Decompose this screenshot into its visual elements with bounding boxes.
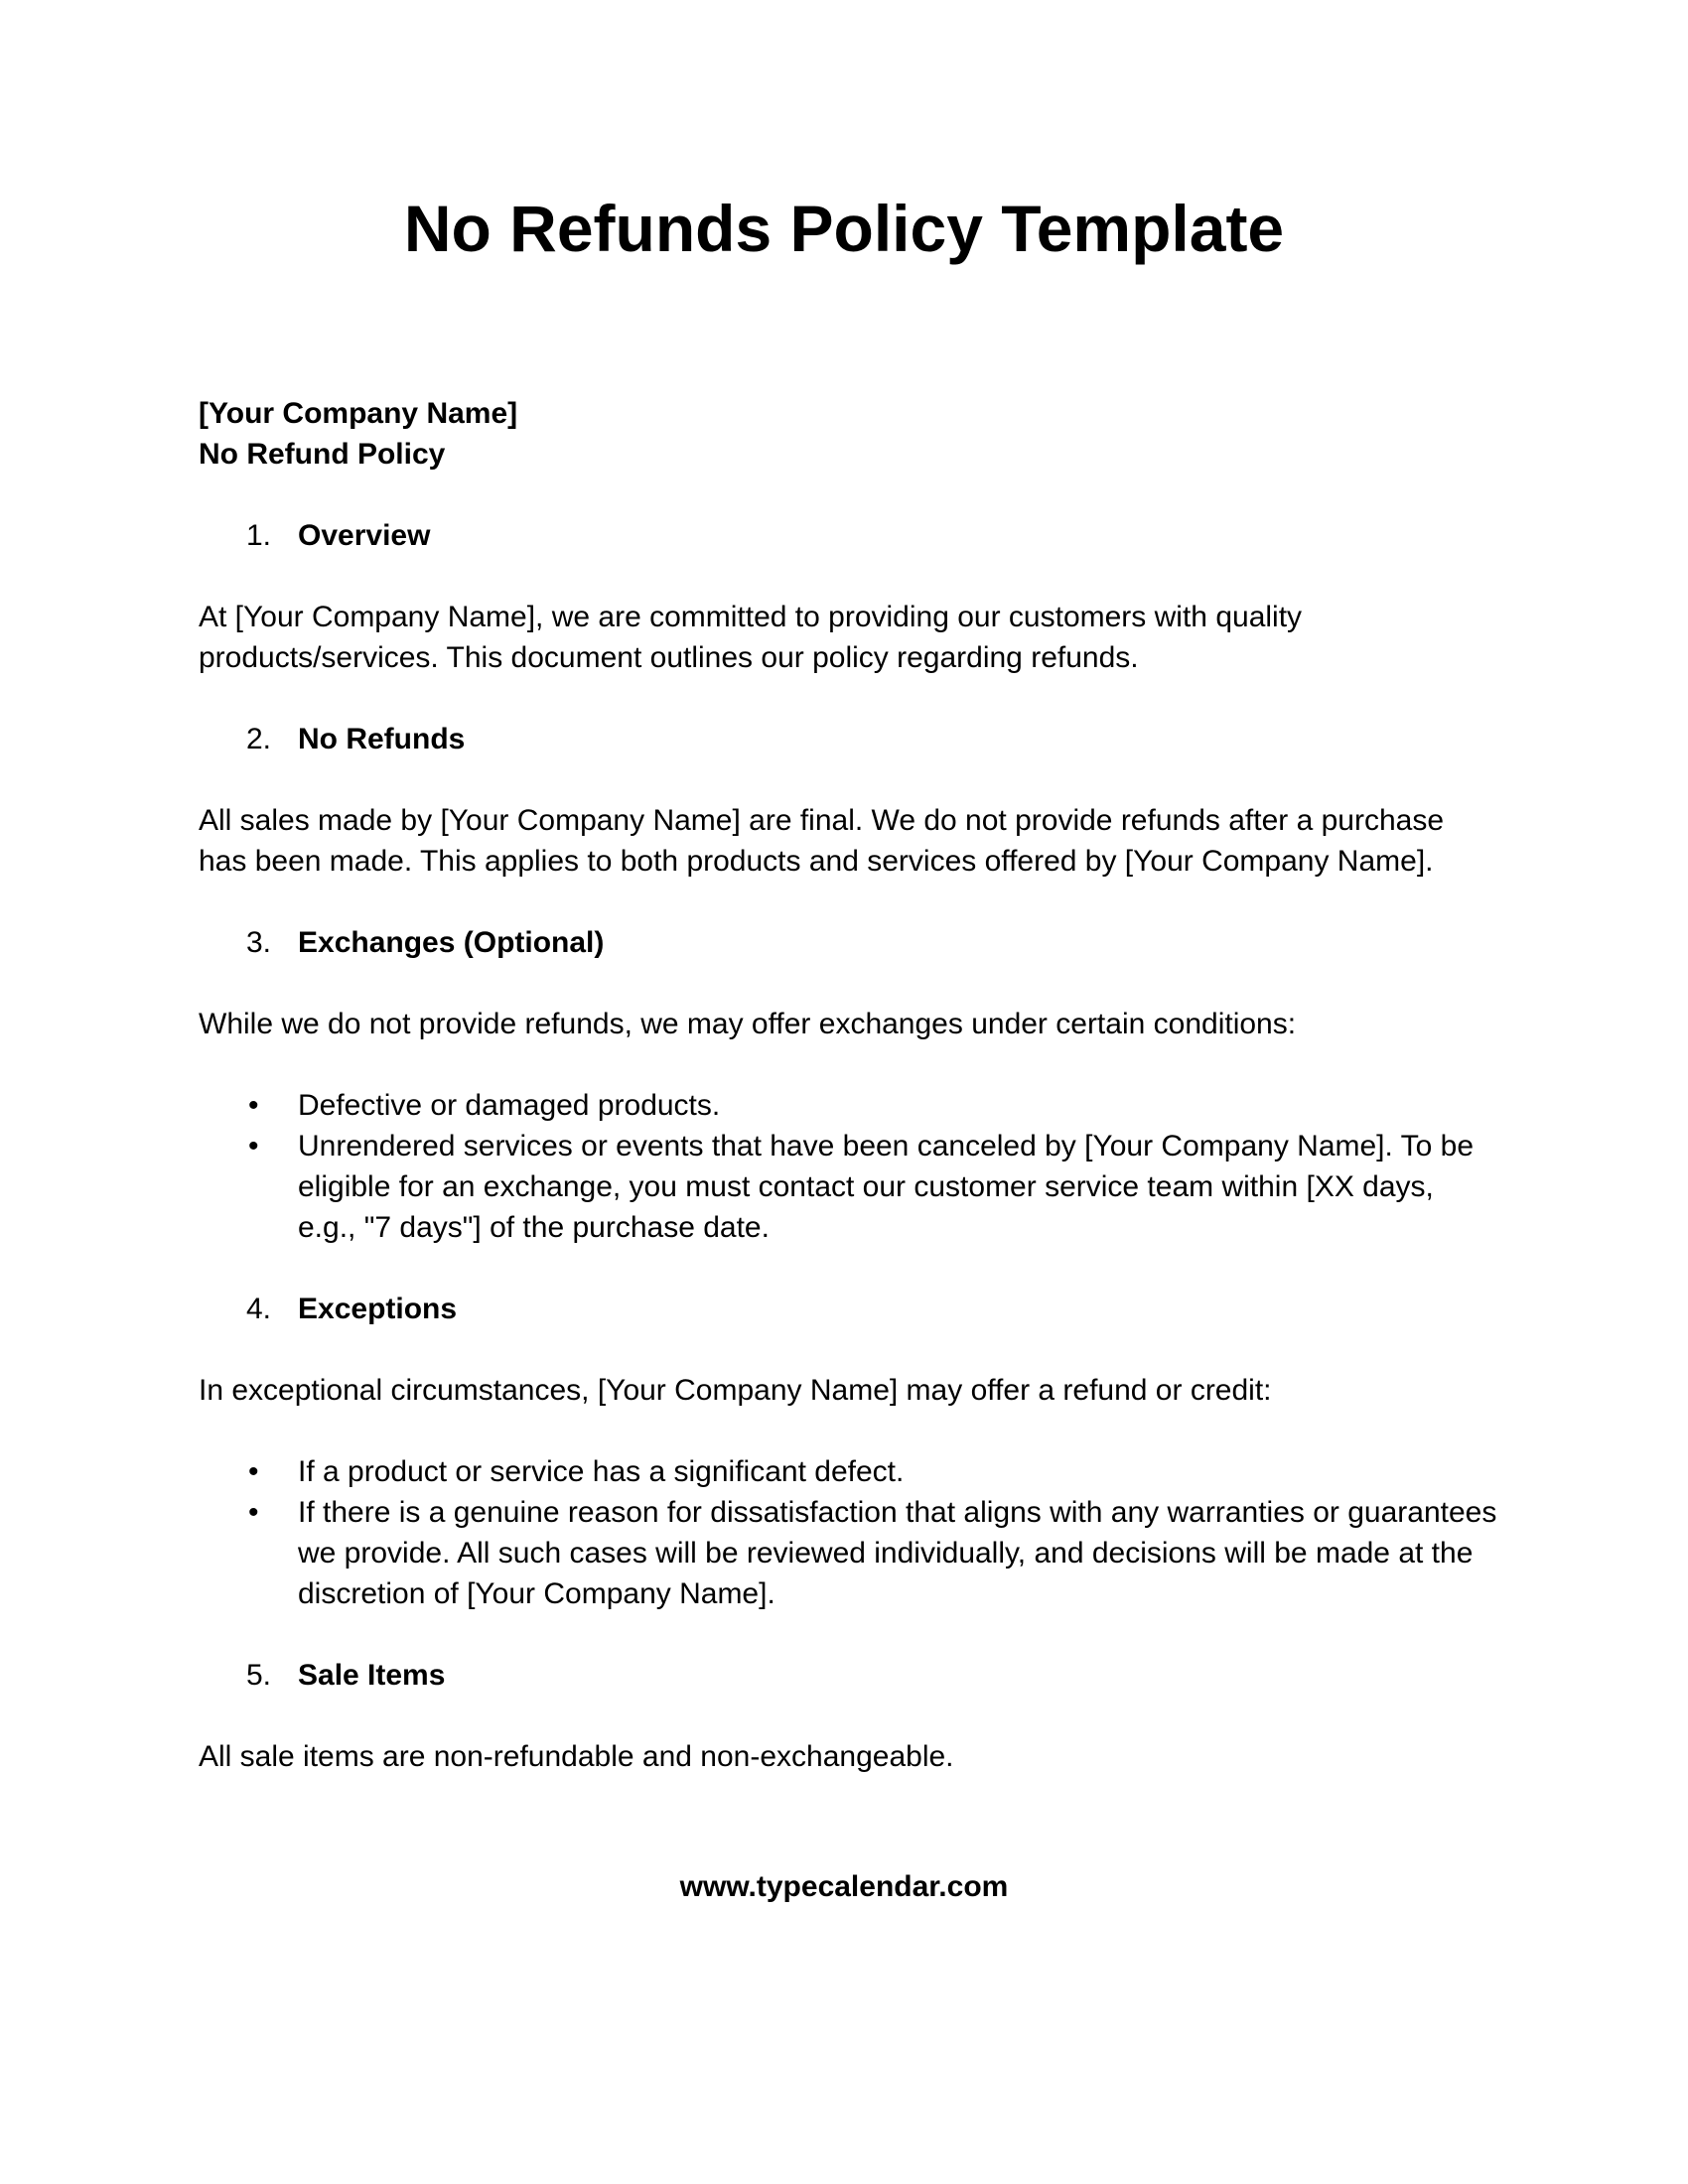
section-paragraph: All sales made by [Your Company Name] are final. We do not provide refunds after a purchase has been made. This applies to both products and services offered by [Your Company Name].: [199, 804, 1445, 878]
section-heading-exceptions: [199, 1289, 1499, 1329]
section-heading-exchanges: [199, 922, 1499, 963]
section-number: 5.: [246, 1659, 272, 1692]
bullet-icon: •: [248, 1496, 259, 1529]
section-title: Overview: [298, 519, 431, 552]
section-number: 1.: [246, 519, 272, 552]
section-paragraph: While we do not provide refunds, we may offer exchanges under certain conditions:: [199, 1008, 1297, 1040]
footer-website: www.typecalendar.com: [679, 1870, 1009, 1903]
section-heading-sale-items: [199, 1655, 1499, 1696]
document-body: [199, 393, 1499, 1777]
section-heading-no-refunds: [199, 719, 1499, 759]
list-item-text: If a product or service has a significant defect.: [298, 1455, 905, 1488]
bullet-icon: •: [248, 1130, 259, 1162]
list-item: [199, 1492, 1499, 1614]
policy-name: No Refund Policy: [199, 438, 446, 471]
section-title: Exchanges (Optional): [298, 926, 605, 959]
list-item: [199, 1451, 1499, 1492]
section-paragraph: In exceptional circumstances, [Your Company Name] may offer a refund or credit:: [199, 1374, 1272, 1407]
section-title: No Refunds: [298, 723, 466, 755]
bullet-list: [199, 1085, 1499, 1248]
document-title: No Refunds Policy Template: [403, 192, 1285, 265]
list-item-text: If there is a genuine reason for dissatisfaction that aligns with any warranties or guarantees we provide. All such cases will be reviewed individually, and decisions will be made at the discretion of [Your Company Name].: [298, 1496, 1497, 1610]
section-paragraph: At [Your Company Name], we are committed to providing our customers with quality products/services. This document outlines our policy regarding refunds.: [199, 601, 1303, 674]
bullet-icon: •: [248, 1455, 259, 1488]
section-number: 4.: [246, 1293, 272, 1325]
bullet-list: [199, 1451, 1499, 1614]
section-paragraph: All sale items are non-refundable and non-exchangeable.: [199, 1740, 954, 1773]
list-item: [199, 1126, 1499, 1248]
section-title: Sale Items: [298, 1659, 446, 1692]
list-item-text: Defective or damaged products.: [298, 1089, 721, 1122]
list-item-text: Unrendered services or events that have been canceled by [Your Company Name]. To be eligible for an exchange, you must contact our customer service team within [XX days, e.g., "7 days"] of the purchase date.: [298, 1130, 1475, 1244]
company-name: [Your Company Name]: [199, 397, 518, 430]
list-item: [199, 1085, 1499, 1126]
section-heading-overview: [199, 515, 1499, 556]
bullet-icon: •: [248, 1089, 259, 1122]
section-title: Exceptions: [298, 1293, 458, 1325]
section-number: 2.: [246, 723, 272, 755]
section-number: 3.: [246, 926, 272, 959]
